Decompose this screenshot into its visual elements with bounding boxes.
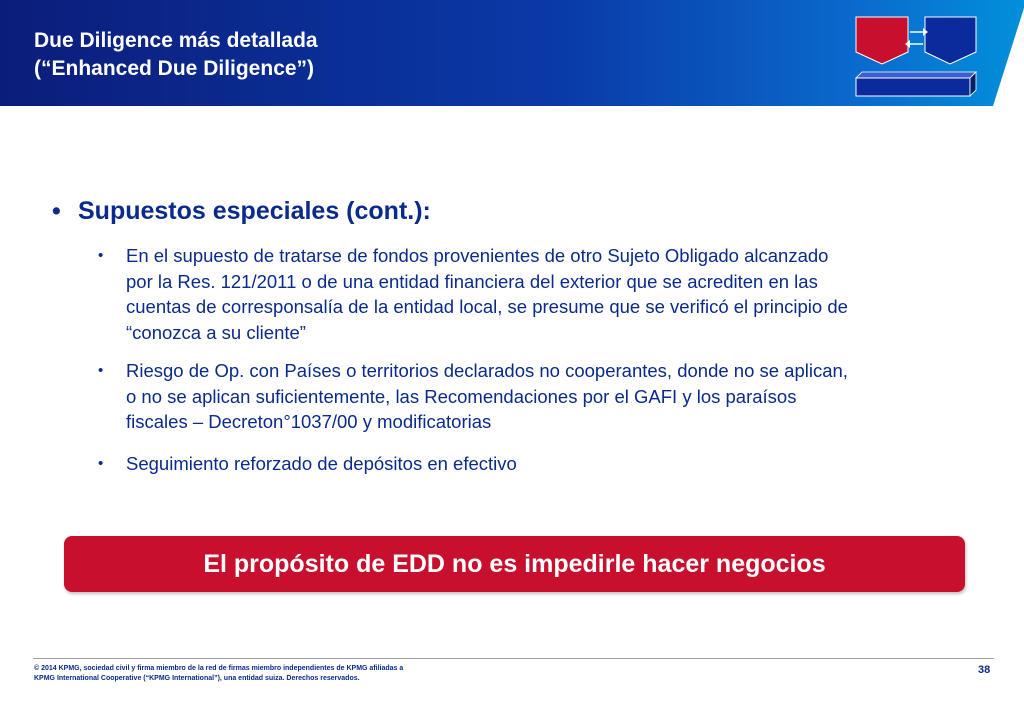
footer-divider <box>33 658 994 659</box>
bullet-dot-icon: • <box>52 197 61 225</box>
callout-banner <box>64 536 965 592</box>
title-line-1: Due Diligence más detallada <box>34 29 318 52</box>
bullet-dot-icon: • <box>98 362 104 379</box>
copyright-line-2: KPMG International Cooperative (“KPMG International”), una entidad suiza. Derechos reservados. <box>34 675 360 682</box>
callout-banner-text: El propósito de EDD no es impedirle hacer negocios <box>203 549 826 578</box>
sub-bullet-2-line-2: o no se aplican suficientemente, las Recomendaciones por el GAFI y los paraísos <box>126 385 797 407</box>
title-line-2: (“Enhanced Due Diligence”) <box>34 57 315 80</box>
header-bar <box>0 0 1024 106</box>
sub-bullet-3-line-1: Seguimiento reforzado de depósitos en efectivo <box>126 453 517 474</box>
copyright-line-1: © 2014 KPMG, sociedad civil y firma miembro de la red de firmas miembro independientes de KPMG afiliadas a <box>34 665 404 672</box>
sub-bullet-2-line-1: Riesgo de Op. con Países o territorios declarados no cooperantes, donde no se aplican, <box>126 360 848 381</box>
sub-bullet-1-line-3: cuentas de corresponsalía de la entidad local, se presume que se verificó el principio de <box>126 296 848 317</box>
sub-bullet-2-line-3: fiscales – Decreton°1037/00 y modificatorias <box>126 411 492 432</box>
sub-bullet-1-line-2: por la Res. 121/2011 o de una entidad financiera del exterior que se acrediten en las <box>126 270 818 292</box>
footer-copyright <box>34 664 403 684</box>
main-bullet-text: Supuestos especiales (cont.): <box>78 197 431 225</box>
diagram-logo-icon <box>852 14 982 100</box>
bullet-dot-icon: • <box>98 247 104 264</box>
page-title <box>34 27 318 83</box>
page-number: 38 <box>978 664 991 676</box>
sub-bullet-1-line-1: En el supuesto de tratarse de fondos provenientes de otro Sujeto Obligado alcanzado <box>126 245 829 266</box>
sub-bullet-1-line-4: “conozca a su cliente” <box>126 321 306 343</box>
bullet-dot-icon: • <box>98 455 104 472</box>
